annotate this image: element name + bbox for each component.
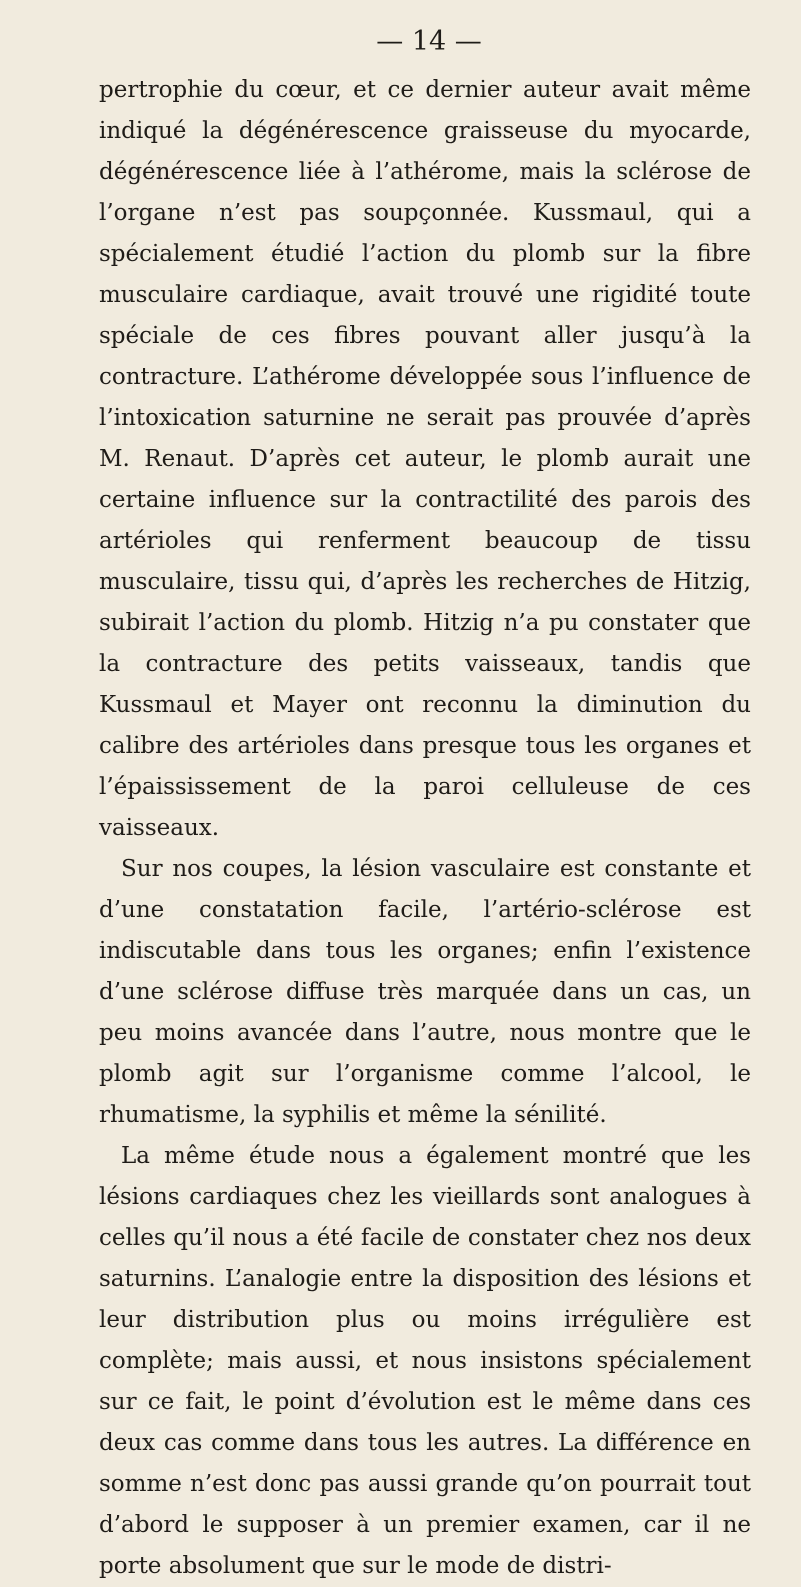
paragraph-3: La même étude nous a également montré que les lésions cardiaques chez les vieillards sont analogues à celles qu’il nous a été facile de constater chez nos deux saturnins. L’analogie entre la disposition des lésions et leur distribution plus ou moins irrégulière est complète; mais aussi, et nous insistons spécialement sur ce fait, le point d’évolution est le même dans ces deux cas comme dans tous les autres. La différence en somme n’est donc pas aussi grande qu’on pourrait tout d’abord le supposer à un premier examen, car il ne porte absolument que sur le mode de distri- <box>99 1143 751 1579</box>
page-number: — 14 — <box>376 26 482 57</box>
paragraph-1: pertrophie du cœur, et ce dernier auteur avait même indiqué la dégénérescence graisseuse du myocarde, dégénérescence liée à l’athérome, mais la sclérose de l’organe n’est pas soupçonnée. Kussmaul, qui a spécialement étudié l’action du plomb sur la fibre musculaire cardiaque, avait trouvé une rigidité toute spéciale de ces fibres pouvant aller jusqu’à la contracture. L’athérome développée sous l’influence de l’intoxication saturnine ne serait pas prouvée d’après M. Renaut. D’après cet auteur, le plomb aurait une certaine influence sur la contractilité des parois des artérioles qui renferment beaucoup de tissu musculaire, tissu qui, d’après les recherches de Hitzig, subirait l’action du plomb. Hitzig n’a pu constater que la contracture des petits vaisseaux, tandis que Kussmaul et Mayer ont reconnu la diminution du calibre des artérioles dans presque tous les organes et l’épaississement de la paroi celluleuse de ces vaisseaux. <box>99 77 751 841</box>
paragraph-2: Sur nos coupes, la lésion vasculaire est constante et d’une constatation facile, l’artério-sclérose est indiscutable dans tous les organes; enfin l’existence d’une sclérose diffuse très marquée dans un cas, un peu moins avancée dans l’autre, nous montre que le plomb agit sur l’organisme comme l’alcool, le rhumatisme, la syphilis et même la sénilité. <box>99 856 751 1128</box>
